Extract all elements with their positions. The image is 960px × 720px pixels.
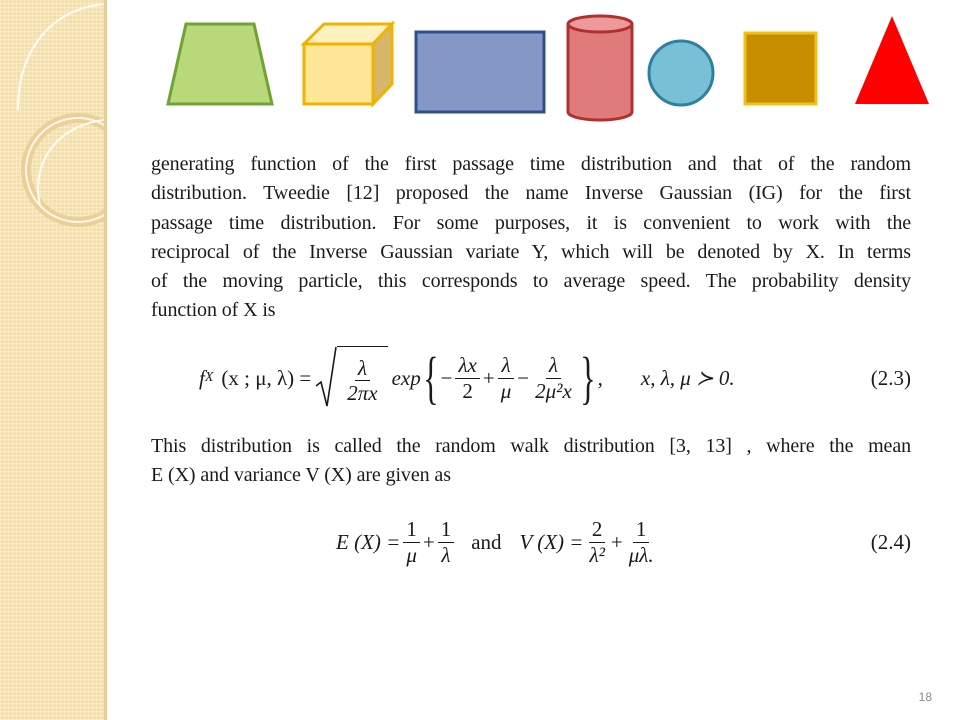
fraction <box>626 517 657 566</box>
text-line: E (X) and variance V (X) are given as <box>151 464 451 487</box>
text-line: passage time distribution. For some purposes, it is convenient to work with the <box>151 211 911 234</box>
equation-2-3: f X (x ; μ, λ) = $\frac{\lambda}{2\pi x}$ exp { − $\frac{\lambda x}{2}$ + $\frac{\lambda}{\mu}$ − $\frac{\lambda}{\text{2μ²x}}$ } , x, λ, μ ≻ 0. (2.3) <box>199 345 911 410</box>
eq-lhs-f: f <box>199 365 205 390</box>
page-number: 18 <box>918 690 932 704</box>
text-line: generating function of the first passage time distribution and that of the random <box>151 153 911 175</box>
rectangle-shape <box>416 32 544 112</box>
text-line: reciprocal of the Inverse Gaussian variate Y, which will be denoted by X. In terms <box>151 240 911 263</box>
frac-numerator: 2 <box>589 517 606 542</box>
frac-denominator: 2μ²x <box>535 378 572 403</box>
circle-shape <box>649 41 713 105</box>
cylinder-shape <box>568 16 632 120</box>
eq-exp: exp <box>391 365 421 390</box>
frac-numerator: λ <box>546 353 561 378</box>
equation-number: (2.3) <box>870 366 911 390</box>
text-line: of the moving particle, this corresponds to average speed. The probability density <box>151 270 911 293</box>
frac-denominator: μ <box>500 378 512 403</box>
frac-denominator: λ² <box>589 542 605 567</box>
fraction <box>403 517 420 566</box>
fraction <box>532 353 575 402</box>
fraction <box>455 353 479 402</box>
fraction <box>498 353 515 402</box>
frac-numerator: λ <box>498 353 513 378</box>
equation-number: (2.4) <box>870 530 911 554</box>
square-shape <box>745 33 816 104</box>
paragraph-2 <box>151 432 911 491</box>
frac-numerator: λ <box>355 356 370 381</box>
eq-e-lhs: E (X) = <box>336 529 401 554</box>
text-line: distribution. Tweedie [12] proposed the name Inverse Gaussian (IG) for the first <box>151 182 911 205</box>
shapes-row <box>0 0 960 130</box>
frac-numerator: λx <box>455 353 479 378</box>
frac-denominator: λ <box>441 542 451 567</box>
frac-numerator: 1 <box>403 517 420 542</box>
trapezoid-shape <box>168 24 272 104</box>
frac-numerator: 1 <box>633 517 650 542</box>
eq-v-lhs: V (X) = <box>519 529 584 554</box>
eq-and: and <box>471 529 502 554</box>
eq-lhs-args: (x ; μ, λ) = <box>221 365 312 390</box>
frac-denominator: 2 <box>462 378 473 403</box>
right-brace: } <box>580 345 596 410</box>
fraction <box>438 517 455 566</box>
triangle-shape <box>855 16 929 104</box>
frac-denominator: 2πx <box>347 381 378 405</box>
frac-denominator: μλ. <box>628 542 654 567</box>
eq-lhs-subscript: X <box>204 370 214 385</box>
text-line: This distribution is called the random walk distribution [3, 13] , where the mean <box>151 435 911 457</box>
cube-shape <box>304 24 392 104</box>
paragraph-1 <box>151 150 911 326</box>
sqrt-symbol <box>315 346 387 410</box>
fraction <box>344 356 380 405</box>
text-line: function of X is <box>151 299 276 322</box>
fraction <box>586 517 607 566</box>
frac-denominator: μ <box>406 542 417 567</box>
left-brace: { <box>423 345 439 410</box>
eq-condition: x, λ, μ ≻ 0. <box>640 365 735 390</box>
equation-2-4: E (X) = $\frac{1}{\mu}$ + $\frac{1}{\lambda}$ and V (X) = $\frac{2}{\text{λ²}}$ + $\frac{1}{\mu\lambda.}$ (2.4) <box>336 517 911 567</box>
frac-numerator: 1 <box>438 517 455 542</box>
